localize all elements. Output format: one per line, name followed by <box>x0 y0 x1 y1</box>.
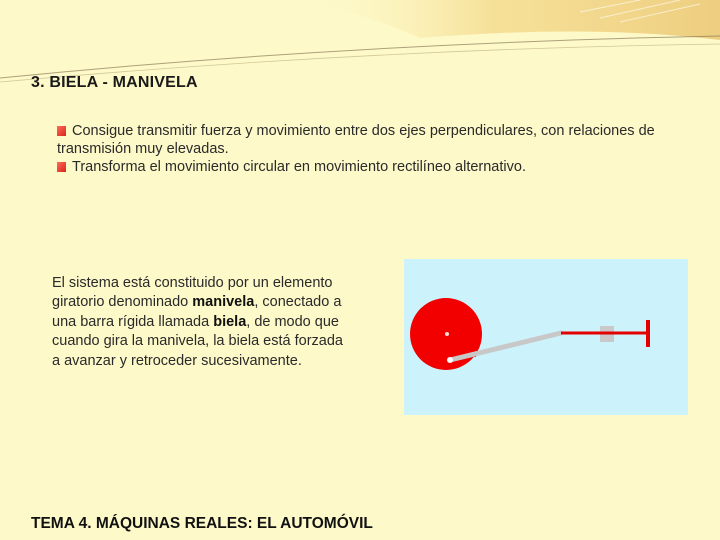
bullet-marker-icon <box>57 126 66 136</box>
description-text: , de modo que cuando gira la manivela, la biela está forzada a avanzar y retroceder sucesivamente. <box>52 313 343 369</box>
crank-pin <box>447 357 453 363</box>
bullet-text: Consigue transmitir fuerza y movimiento entre dos ejes perpendiculares, con relaciones de transmisión muy elevadas. <box>57 123 655 157</box>
bullet-marker-icon <box>57 162 66 172</box>
crank-wheel <box>410 298 482 370</box>
footer-title: TEMA 4. MÁQUINAS REALES: EL AUTOMÓVIL <box>31 515 373 532</box>
bullet-text: Transforma el movimiento circular en movimiento rectilíneo alternativo. <box>72 159 526 175</box>
description-text: , conectado a una barra rígida llamada <box>52 294 342 330</box>
term-biela: biela <box>213 313 247 330</box>
bullet-list <box>57 122 657 176</box>
slide-title: 3. BIELA - MANIVELA <box>31 74 198 91</box>
bullet-item <box>57 122 657 158</box>
bullet-item <box>57 158 657 176</box>
mechanism-description <box>52 274 352 371</box>
description-text: El sistema está constituido por un elemento giratorio denominado <box>52 275 333 311</box>
piston <box>561 320 648 347</box>
crank-slider-mechanism-icon <box>404 259 688 415</box>
crank-slider-animation <box>404 259 688 415</box>
term-manivela: manivela <box>192 294 255 311</box>
